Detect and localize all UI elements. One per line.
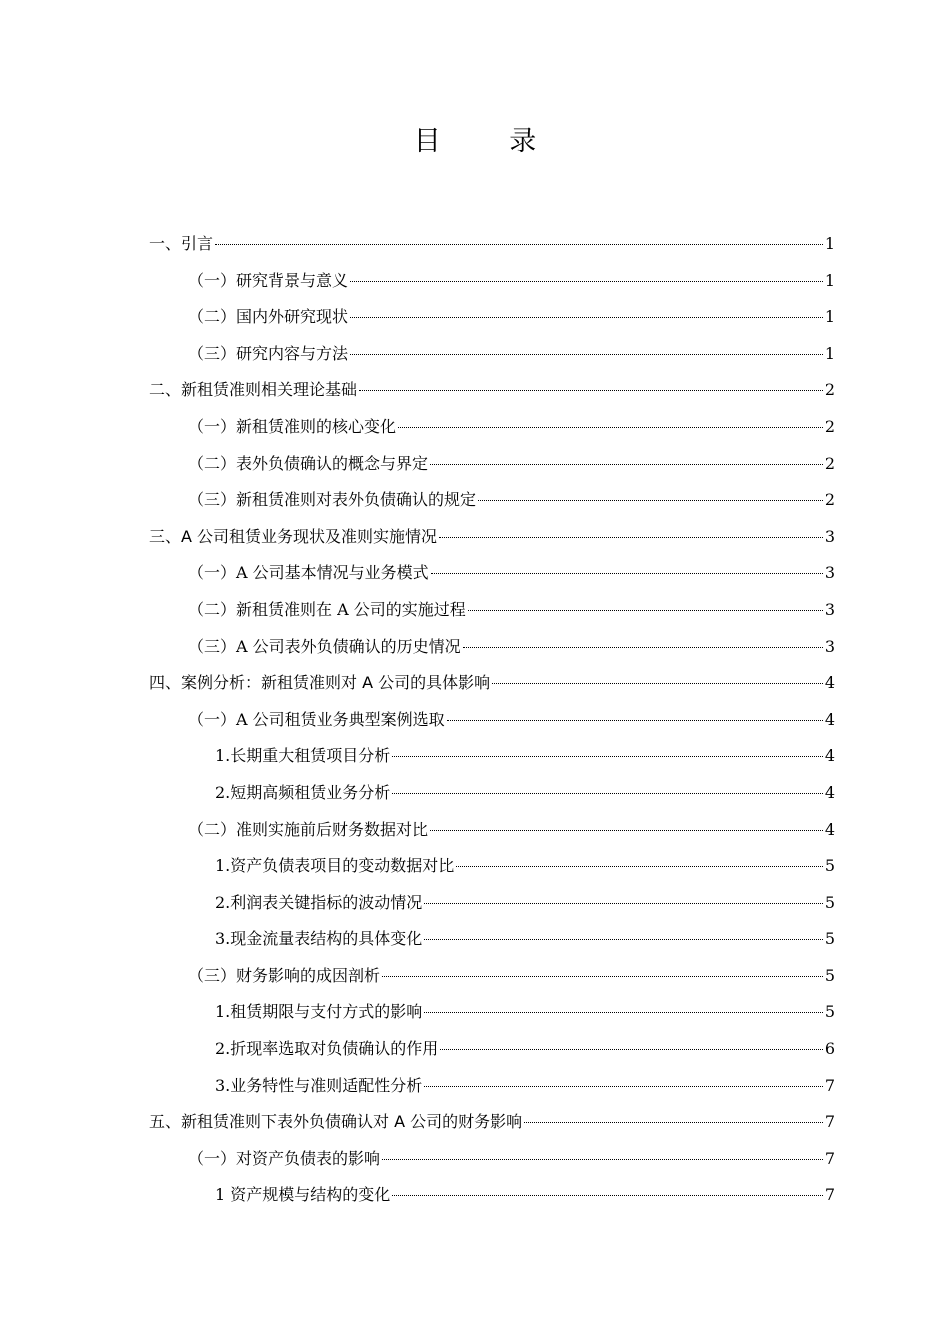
toc-entry-title: 一、引言: [149, 234, 214, 253]
toc-entry-page-number: 3: [824, 526, 835, 546]
toc-entry-page-number: 2: [824, 490, 835, 510]
toc-entry-page-number: 2: [824, 416, 835, 436]
toc-entry-title: （二）准则实施前后财务数据对比: [188, 819, 429, 839]
toc-entry-page-number: 5: [824, 965, 835, 985]
toc-entry-title: 1.资产负债表项目的变动数据对比: [215, 856, 455, 876]
toc-entry[interactable]: [149, 1141, 835, 1178]
toc-entry-page-number: 7: [824, 1148, 835, 1168]
toc-dot-leader: [215, 244, 823, 245]
toc-entry[interactable]: [149, 885, 835, 922]
toc-dot-leader: [456, 866, 823, 867]
toc-entry-title: 三、A 公司租赁业务现状及准则实施情况: [149, 526, 438, 546]
toc-entry-page-number: 5: [824, 892, 835, 912]
toc-dot-leader: [492, 683, 823, 684]
toc-entry[interactable]: [149, 921, 835, 958]
toc-entry[interactable]: [149, 592, 835, 629]
toc-entry[interactable]: [149, 994, 835, 1031]
toc-entry-title: （二）新租赁准则在 A 公司的实施过程: [188, 599, 466, 619]
toc-entry-title: （二）表外负债确认的概念与界定: [188, 453, 429, 473]
toc-dot-leader: [463, 647, 823, 648]
toc-entry-title: 1 资产规模与结构的变化: [215, 1185, 391, 1205]
toc-dot-leader: [424, 903, 823, 904]
toc-entry-title: 2.利润表关键指标的波动情况: [215, 892, 423, 912]
toc-entry-title: 四、案例分析：新租赁准则对 A 公司的具体影响: [149, 673, 491, 693]
toc-entry-page-number: 4: [824, 709, 835, 729]
toc-entry-page-number: 1: [824, 343, 835, 363]
toc-entry[interactable]: [149, 665, 835, 702]
toc-entry[interactable]: [149, 1104, 835, 1141]
toc-entry-page-number: 1: [824, 307, 835, 327]
toc-dot-leader: [431, 573, 823, 574]
toc-entry[interactable]: [149, 958, 835, 995]
toc-entry-title: 五、新租赁准则下表外负债确认对 A 公司的财务影响: [149, 1112, 523, 1132]
table-of-contents: [149, 226, 835, 1214]
toc-entry-page-number: 6: [824, 1039, 835, 1059]
toc-entry[interactable]: [149, 299, 835, 336]
toc-dot-leader: [424, 939, 823, 940]
toc-entry-title: （三）A 公司表外负债确认的历史情况: [188, 636, 461, 656]
toc-dot-leader: [350, 354, 823, 355]
toc-entry-page-number: 1: [824, 270, 835, 290]
toc-entry[interactable]: [149, 519, 835, 556]
toc-entry-page-number: 3: [824, 636, 835, 656]
toc-entry-page-number: 2: [824, 380, 835, 400]
toc-entry-page-number: 3: [824, 599, 835, 619]
toc-entry-title: （一）研究背景与意义: [188, 270, 349, 290]
toc-dot-leader: [524, 1122, 823, 1123]
toc-entry-title: （一）对资产负债表的影响: [188, 1148, 381, 1168]
toc-entry-title: （三）研究内容与方法: [188, 343, 349, 363]
toc-entry-title: 3.现金流量表结构的具体变化: [215, 929, 423, 949]
toc-entry-page-number: 3: [824, 563, 835, 583]
toc-entry-page-number: 4: [824, 746, 835, 766]
toc-entry-page-number: 2: [824, 453, 835, 473]
toc-dot-leader: [447, 720, 823, 721]
toc-entry-page-number: 7: [824, 1075, 835, 1095]
toc-entry[interactable]: [149, 226, 835, 263]
toc-entry-page-number: 4: [824, 819, 835, 839]
toc-entry[interactable]: [149, 555, 835, 592]
toc-dot-leader: [468, 610, 823, 611]
toc-dot-leader: [350, 317, 823, 318]
toc-dot-leader: [392, 756, 823, 757]
toc-entry-page-number: 5: [824, 1002, 835, 1022]
toc-entry-page-number: 5: [824, 929, 835, 949]
toc-entry[interactable]: [149, 336, 835, 373]
toc-entry-page-number: 4: [824, 673, 835, 693]
toc-dot-leader: [350, 281, 823, 282]
toc-entry-title: （一）A 公司租赁业务典型案例选取: [188, 709, 445, 729]
toc-entry-title: 1.长期重大租赁项目分析: [215, 746, 391, 766]
toc-entry[interactable]: [149, 1031, 835, 1068]
toc-entry[interactable]: [149, 482, 835, 519]
toc-entry-title: 1.租赁期限与支付方式的影响: [215, 1002, 423, 1022]
toc-entry[interactable]: [149, 446, 835, 483]
toc-entry[interactable]: [149, 702, 835, 739]
toc-entry[interactable]: [149, 372, 835, 409]
toc-entry-page-number: 7: [824, 1112, 835, 1132]
toc-dot-leader: [430, 464, 823, 465]
toc-entry-title: 3.业务特性与准则适配性分析: [215, 1075, 423, 1095]
page-title: 目 录: [413, 126, 567, 157]
toc-entry[interactable]: [149, 1177, 835, 1214]
toc-dot-leader: [478, 500, 823, 501]
toc-entry[interactable]: [149, 738, 835, 775]
toc-entry-title: （一）新租赁准则的核心变化: [188, 416, 397, 436]
toc-entry-page-number: 1: [824, 234, 835, 253]
toc-dot-leader: [382, 976, 823, 977]
toc-dot-leader: [382, 1159, 823, 1160]
toc-dot-leader: [430, 830, 823, 831]
toc-dot-leader: [439, 537, 823, 538]
toc-entry-title: （一）A 公司基本情况与业务模式: [188, 563, 429, 583]
toc-entry[interactable]: [149, 409, 835, 446]
toc-entry-title: （二）国内外研究现状: [188, 307, 349, 327]
toc-entry-title: （三）财务影响的成因剖析: [188, 965, 381, 985]
toc-entry[interactable]: [149, 812, 835, 849]
toc-entry[interactable]: [149, 775, 835, 812]
toc-entry-page-number: 4: [824, 782, 835, 802]
toc-dot-leader: [392, 793, 823, 794]
toc-entry-page-number: 7: [824, 1185, 835, 1205]
toc-entry-page-number: 5: [824, 856, 835, 876]
toc-entry[interactable]: [149, 848, 835, 885]
toc-entry[interactable]: [149, 629, 835, 666]
toc-dot-leader: [424, 1012, 823, 1013]
toc-entry[interactable]: [149, 1068, 835, 1105]
toc-entry-title: 2.短期高频租赁业务分析: [215, 782, 391, 802]
toc-dot-leader: [424, 1086, 823, 1087]
toc-dot-leader: [392, 1195, 823, 1196]
toc-entry-title: （三）新租赁准则对表外负债确认的规定: [188, 490, 477, 510]
toc-entry[interactable]: [149, 263, 835, 300]
toc-dot-leader: [398, 427, 823, 428]
toc-dot-leader: [359, 390, 823, 391]
toc-entry-title: 2.折现率选取对负债确认的作用: [215, 1039, 439, 1059]
toc-entry-title: 二、新租赁准则相关理论基础: [149, 380, 358, 400]
toc-dot-leader: [440, 1049, 823, 1050]
